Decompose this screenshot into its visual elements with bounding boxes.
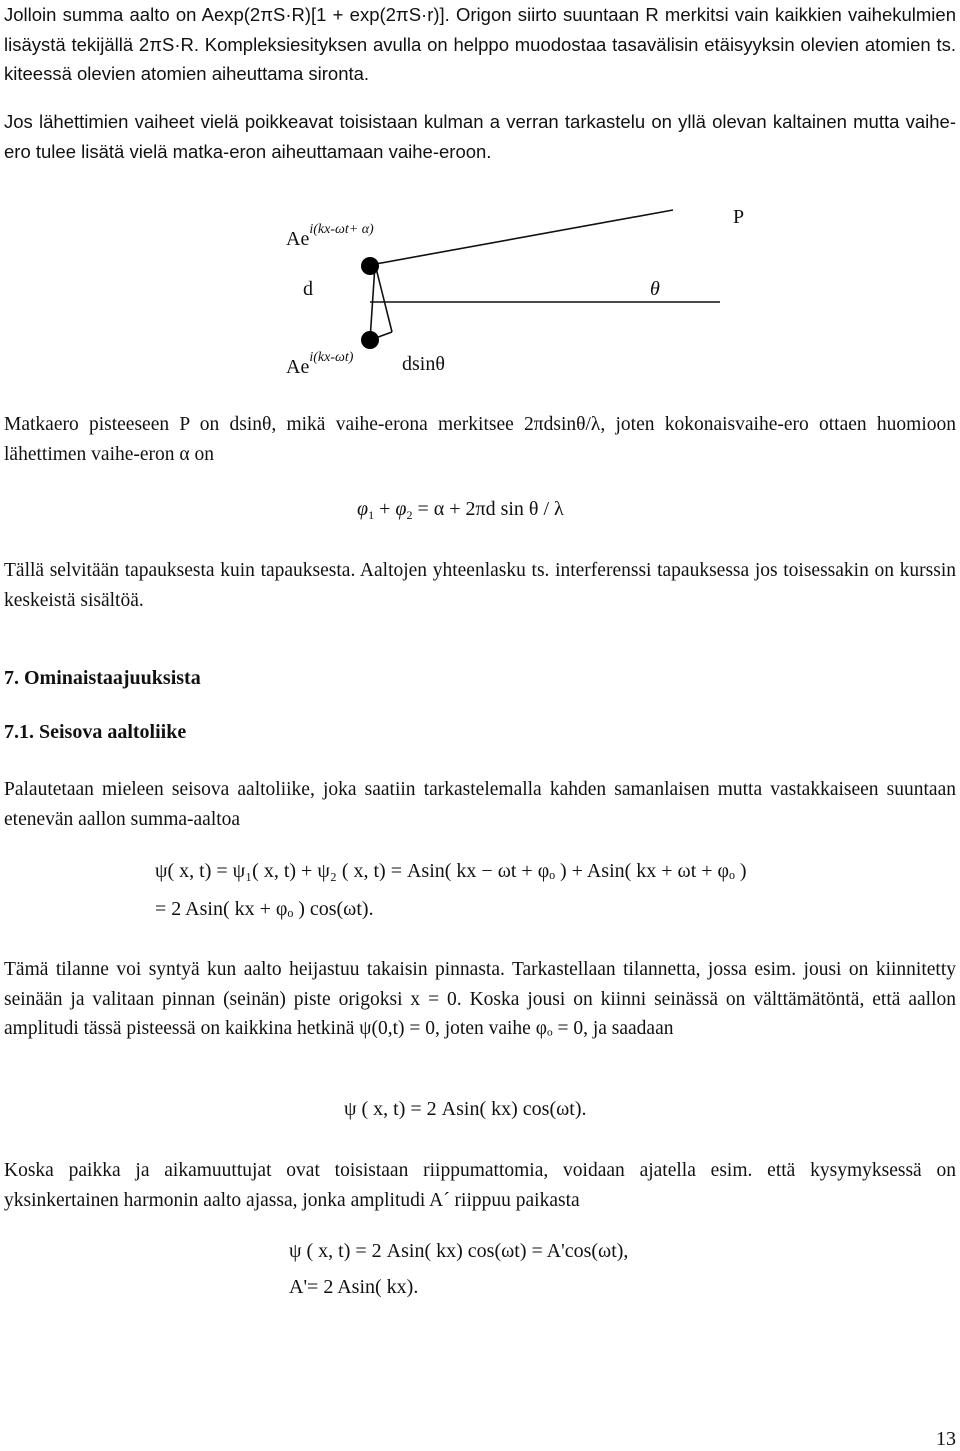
point-p-label: P [733, 206, 745, 228]
upper-source-dot [361, 257, 379, 275]
section-heading-7: 7. Ominaistaajuuksista [4, 667, 201, 689]
reflection-paragraph: Tämä tilanne voi syntyä kun aalto heijastuu takaisin pinnasta. Tarkastellaan tilannetta, jossa esim. jousi on kiinnitetty seinään ja valitaan pinnan (seinän) piste origoksi x = 0. Koska jousi on kiinni seinässä on välttämätöntä, että aallon amplitudi tässä pisteessä on kaikkina hetkinä ψ(0,t) = 0, joten vaihe φₒ = 0, ja saadaan [4, 959, 956, 1039]
page-number: 13 [936, 1428, 956, 1450]
amplitude-equation-line2: A'= 2 Asin( kx). [289, 1276, 419, 1298]
projection-line [376, 268, 392, 332]
dsin-label: dsinθ [402, 353, 445, 375]
fixed-end-equation: ψ ( x, t) = 2 Asin( kx) cos(ωt). [344, 1098, 587, 1120]
lower-wave-label: $Ae^{i(kx-\omega t)}$ [286, 350, 354, 378]
upper-wave-label: $Ae^{i(kx-\omega t+ \alpha)}$ [286, 222, 374, 250]
standing-wave-equation-line2: = 2 Asin( kx + φₒ ) cos(ωt). [155, 898, 374, 920]
phase-equation: $\varphi_1 + \varphi_2 = \alpha + 2\pi d$ sin θ / λ [357, 498, 564, 522]
amplitude-equation-line1: ψ ( x, t) = 2 Asin( kx) cos(ωt) = A'cos(ωt), [289, 1240, 629, 1262]
phase-paragraph: Jos lähettimien vaiheet vielä poikkeavat toisistaan kulman a verran tarkastelu on yllä olevan kaltainen mutta vaihe-ero tulee lisätä vielä matka-eron aiheuttamaan vaihe-eroon. [4, 111, 956, 162]
section-heading-7-1: 7.1. Seisova aaltoliike [4, 721, 187, 743]
upper-ray [370, 210, 673, 265]
standing-wave-equation-line1: ψ( x, t) = ψ₁( x, t) + ψ₂ ( x, t) = Asin( kx − ωt + φₒ ) + Asin( kx + ωt + φₒ ) [155, 860, 747, 882]
theta-label: θ [650, 278, 660, 300]
path-difference-paragraph: Matkaero pisteeseen P on dsinθ, mikä vaihe-erona merkitsee 2πdsinθ/λ, joten kokonaisvaihe-ero ottaen huomioon lähettimen vaihe-eron α on [4, 414, 956, 465]
standing-wave-paragraph: Palautetaan mieleen seisova aaltoliike, joka saatiin tarkastelemalla kahden samanlaisen mutta vastakkaiseen suuntaan etenevän aallon summa-aaltoa [4, 779, 956, 830]
lower-source-dot [361, 331, 379, 349]
interference-paragraph: Tällä selvitään tapauksesta kuin tapauksesta. Aaltojen yhteenlasku ts. interferenssi tapauksessa jos toisessakin on kurssin keskeistä sisältöä. [4, 560, 956, 611]
d-label: d [303, 278, 313, 300]
intro-paragraph: Jolloin summa aalto on Aexp(2πS·R)[1 + exp(2πS·r)]. Origon siirto suuntaan R merkitsi vain kaikkien vaihekulmien lisäystä tekijällä 2πS·R. Kompleksiesityksen avulla on helppo muodostaa tasavälisin etäisyyksin olevien atomien ts. kiteessä olevien atomien aiheuttama sironta. [4, 4, 956, 84]
separation-paragraph: Koska paikka ja aikamuuttujat ovat toisistaan riippumattomia, voidaan ajatella esim. että kysymyksessä on yksinkertainen harmonin aalto ajassa, jonka amplitudi A´ riippuu paikasta [4, 1160, 956, 1211]
